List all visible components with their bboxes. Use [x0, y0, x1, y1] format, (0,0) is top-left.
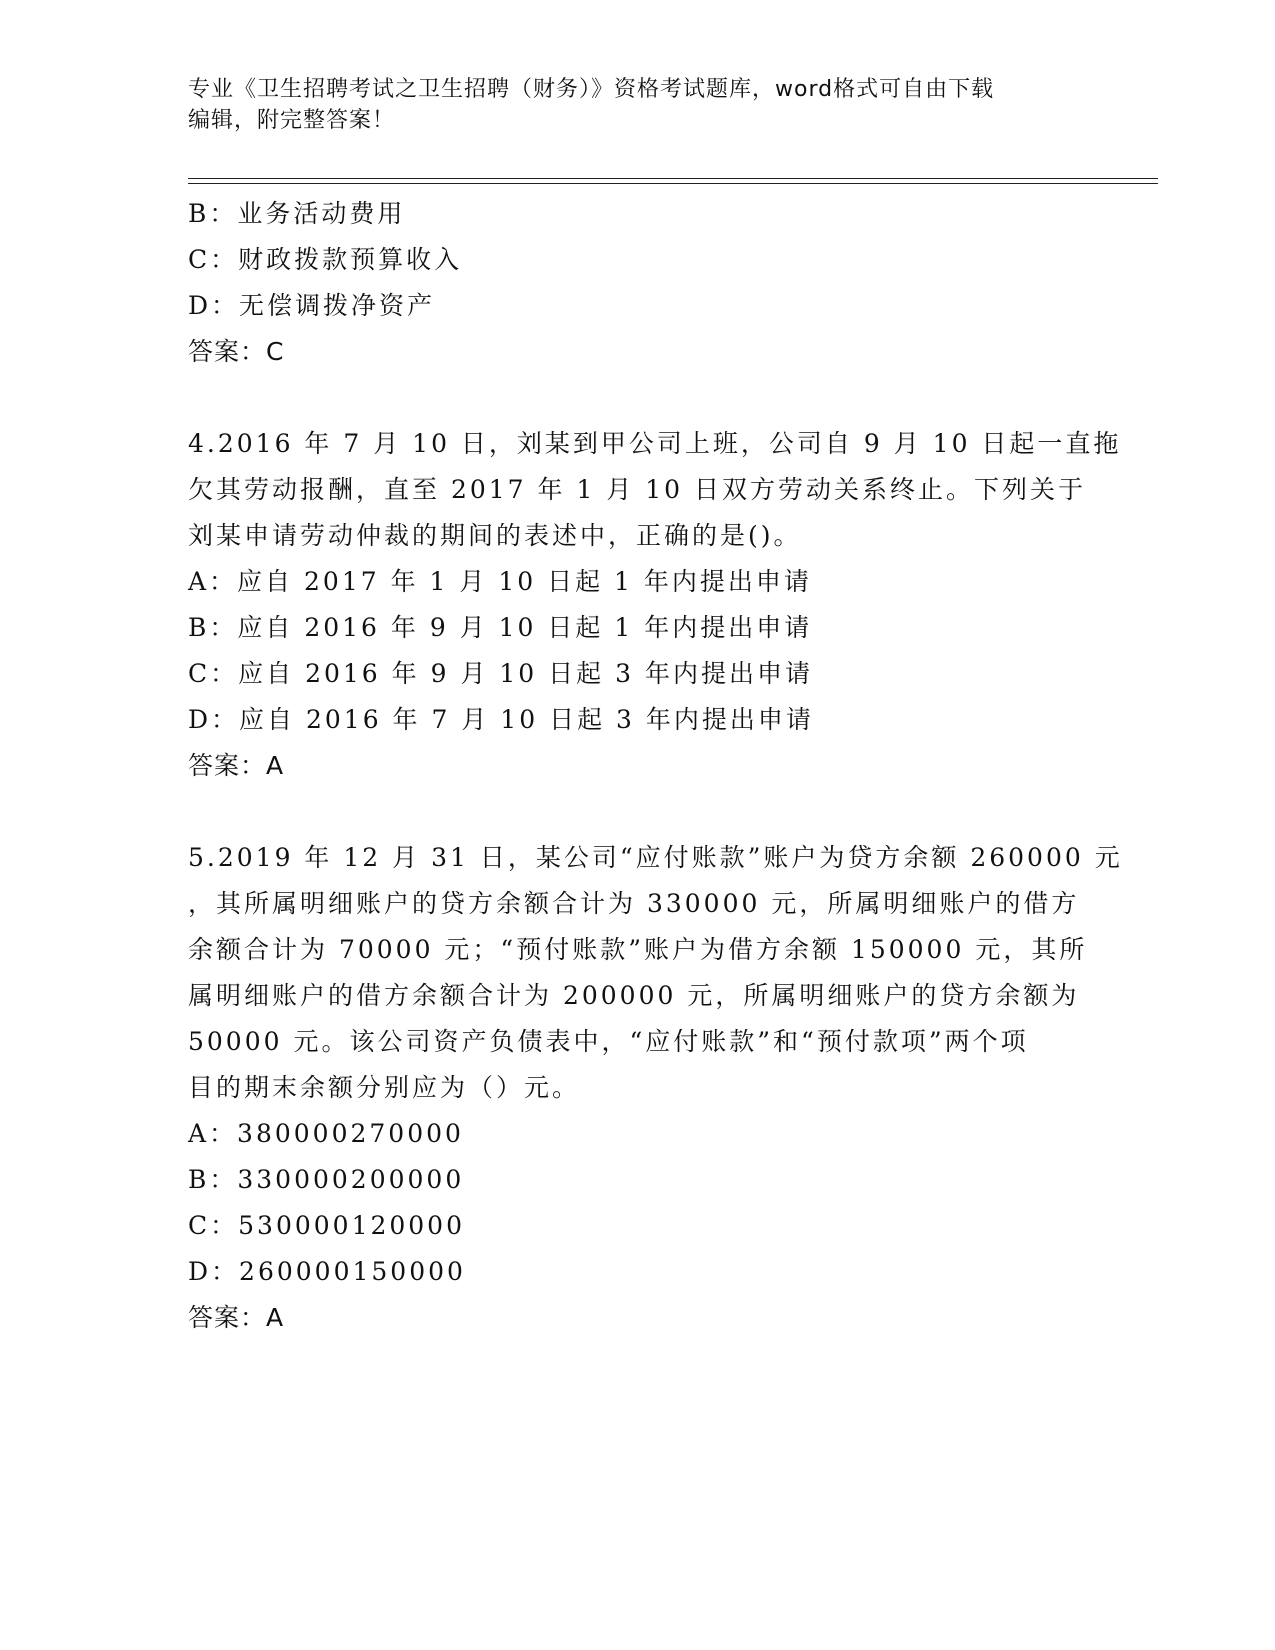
question-4-option-d: D：应自 2016 年 7 月 10 日起 3 年内提出申请: [188, 705, 814, 734]
question-5-option-d: D：260000150000: [188, 1257, 466, 1286]
header-divider-top: [188, 178, 1158, 179]
header-line-2: 编辑，附完整答案！: [188, 108, 396, 133]
question-3-option-d: D：无偿调拨净资产: [188, 291, 436, 320]
question-content: [188, 191, 1123, 1341]
question-4-block: [188, 421, 1122, 789]
question-4-option-b: B：应自 2016 年 9 月 10 日起 1 年内提出申请: [188, 613, 813, 642]
question-5-answer: 答案：A: [188, 1303, 285, 1332]
question-4-stem-line-1: 4.2016 年 7 月 10 日，刘某到甲公司上班，公司自 9 月 10 日起一直拖: [188, 429, 1122, 458]
document-header: [188, 74, 1068, 136]
question-5-stem-line-6: 目的期末余额分别应为（）元。: [188, 1073, 581, 1102]
question-5-option-b: B：330000200000: [188, 1165, 465, 1194]
question-4-stem-line-2: 欠其劳动报酬，直至 2017 年 1 月 10 日双方劳动关系终止。下列关于: [188, 475, 1087, 504]
question-4-option-a: A：应自 2017 年 1 月 10 日起 1 年内提出申请: [188, 567, 812, 596]
question-5-stem-line-3: 余额合计为 70000 元；“预付账款”账户为借方余额 150000 元，其所: [188, 935, 1088, 964]
question-4-option-c: C：应自 2016 年 9 月 10 日起 3 年内提出申请: [188, 659, 813, 688]
question-5-stem-line-1: 5.2019 年 12 月 31 日，某公司“应付账款”账户为贷方余额 260000 元: [188, 843, 1123, 872]
question-5-option-a: A：380000270000: [188, 1119, 464, 1148]
question-4-stem-line-3: 刘某申请劳动仲裁的期间的表述中，正确的是()。: [188, 521, 802, 550]
question-3-option-c: C：财政拨款预算收入: [188, 245, 463, 274]
question-4-answer: 答案：A: [188, 751, 285, 780]
question-3-answer: 答案：C: [188, 337, 285, 366]
header-line-1: 专业《卫生招聘考试之卫生招聘（财务）》资格考试题库，word格式可自由下载: [188, 77, 995, 102]
question-5-option-c: C：530000120000: [188, 1211, 465, 1240]
question-5-stem-line-2: ，其所属明细账户的贷方余额合计为 330000 元，所属明细账户的借方: [188, 889, 1080, 918]
question-5-block: [188, 835, 1123, 1341]
question-5-stem-line-5: 50000 元。该公司资产负债表中，“应付账款”和“预付款项”两个项: [188, 1027, 1029, 1056]
header-divider-bottom: [188, 183, 1158, 184]
question-3-option-b: B：业务活动费用: [188, 199, 406, 228]
question-3-block: [188, 191, 1088, 375]
question-5-stem-line-4: 属明细账户的借方余额合计为 200000 元，所属明细账户的贷方余额为: [188, 981, 1080, 1010]
